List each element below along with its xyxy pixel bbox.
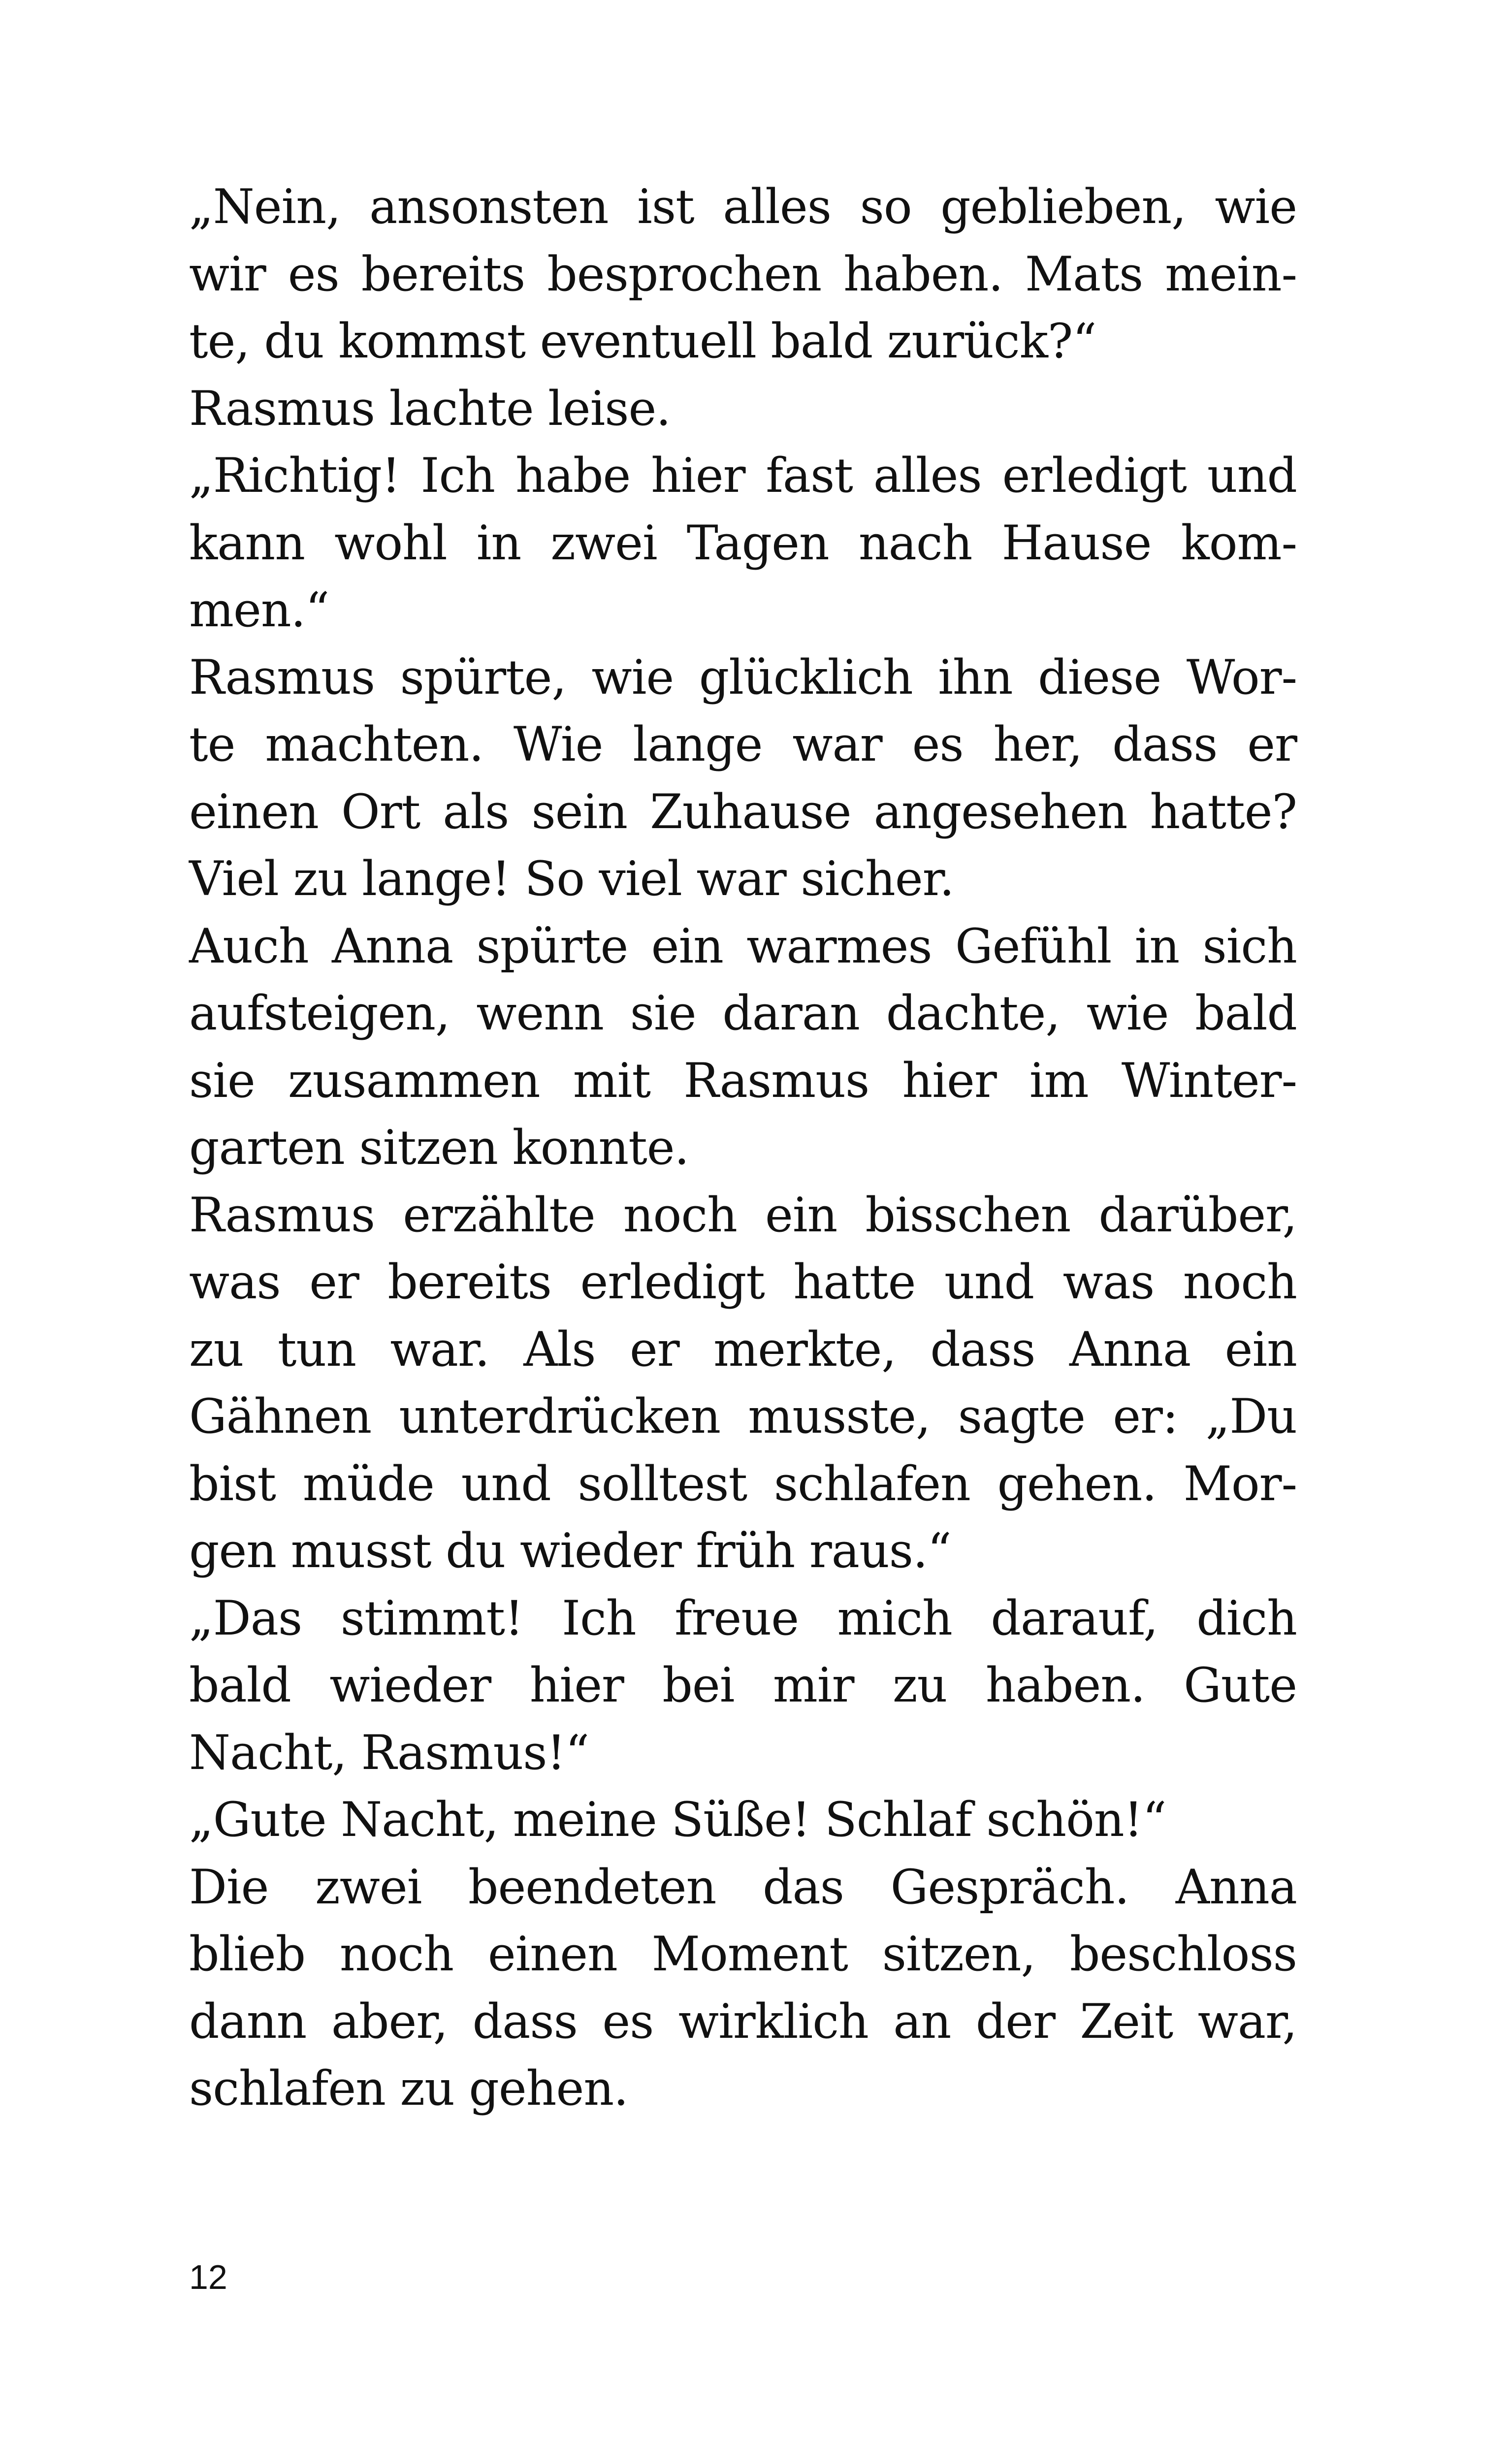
- text-line: „Richtig! Ich habe hier fast alles erledigt und: [189, 448, 1297, 503]
- text-line: te, du kommst eventuell bald zurück?“: [189, 314, 1096, 369]
- text-line: schlafen zu gehen.: [189, 2061, 628, 2116]
- text-line: garten sitzen konnte.: [189, 1120, 689, 1175]
- text-line: bist müde und solltest schlafen gehen. Mor-: [189, 1456, 1297, 1511]
- text-line: einen Ort als sein Zuhause angesehen hatte?: [189, 784, 1297, 839]
- text-line: men.“: [189, 582, 329, 638]
- text-line: Die zwei beendeten das Gespräch. Anna: [189, 1859, 1297, 1915]
- text-line: wir es bereits besprochen haben. Mats mein-: [189, 246, 1297, 302]
- text-line: Auch Anna spürte ein warmes Gefühl in sich: [189, 918, 1297, 974]
- text-line: Nacht, Rasmus!“: [189, 1725, 589, 1780]
- text-line: Gähnen unterdrücken musste, sagte er: „Du: [189, 1389, 1297, 1444]
- text-line: te machten. Wie lange war es her, dass er: [189, 717, 1297, 772]
- text-line: „Nein, ansonsten ist alles so geblieben, wie: [189, 179, 1297, 234]
- text-line: dann aber, dass es wirklich an der Zeit war,: [189, 1993, 1297, 2049]
- text-line: Rasmus erzählte noch ein bisschen darüber,: [189, 1187, 1297, 1243]
- text-line: kann wohl in zwei Tagen nach Hause kom-: [189, 515, 1297, 571]
- text-line: Viel zu lange! So viel war sicher.: [189, 851, 954, 906]
- text-line: sie zusammen mit Rasmus hier im Winter-: [189, 1053, 1297, 1108]
- text-line: zu tun war. Als er merkte, dass Anna ein: [189, 1321, 1297, 1377]
- text-line: „Gute Nacht, meine Süße! Schlaf schön!“: [189, 1792, 1166, 1847]
- page-number: 12: [189, 2258, 227, 2296]
- text-line: blieb noch einen Moment sitzen, beschloss: [189, 1927, 1297, 1982]
- text-line: was er bereits erledigt hatte und was noch: [189, 1254, 1297, 1310]
- text-line: bald wieder hier bei mir zu haben. Gute: [189, 1658, 1297, 1713]
- text-line: Rasmus spürte, wie glücklich ihn diese Wor-: [189, 649, 1297, 705]
- text-line: Rasmus lachte leise.: [189, 381, 671, 436]
- text-line: „Das stimmt! Ich freue mich darauf, dich: [189, 1590, 1297, 1646]
- text-line: gen musst du wieder früh raus.“: [189, 1523, 951, 1578]
- text-line: aufsteigen, wenn sie daran dachte, wie bald: [189, 986, 1297, 1041]
- body-text: [189, 173, 1297, 2122]
